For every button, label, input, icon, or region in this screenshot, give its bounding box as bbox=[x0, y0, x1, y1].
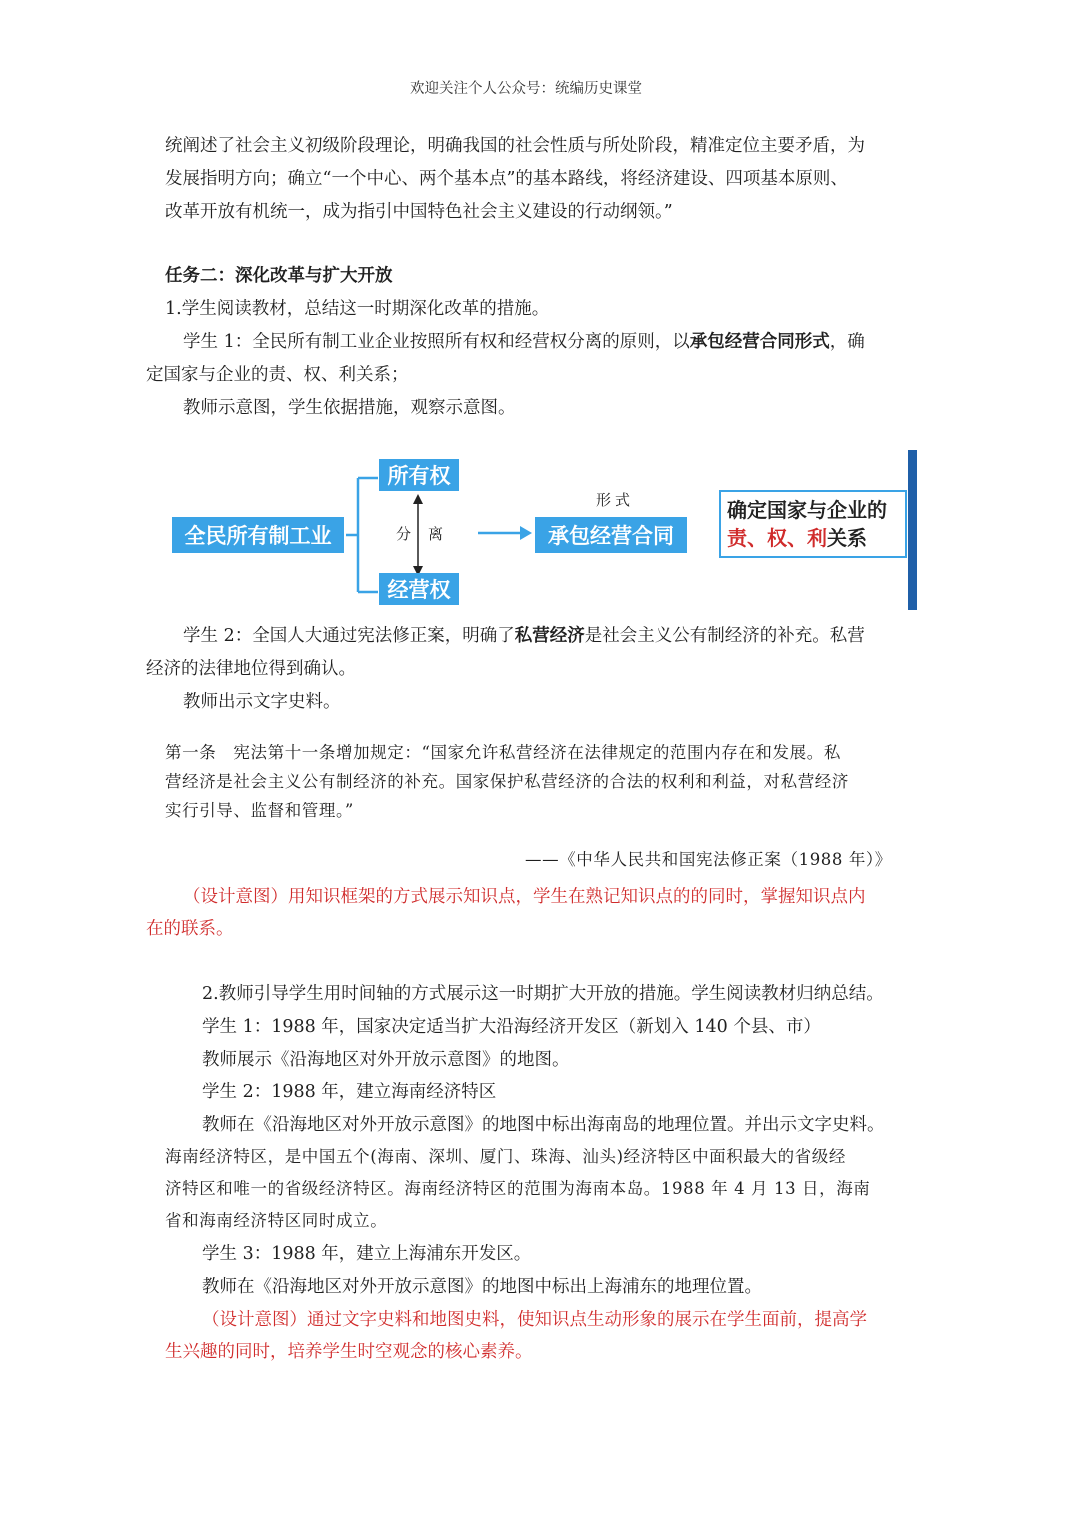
part2-line-4: 教师在《沿海地区对外开放示意图》的地图中标出海南岛的地理位置。并出示文字史料。 bbox=[202, 1115, 885, 1135]
student1-bold: 承包经营合同形式 bbox=[689, 332, 830, 352]
intro-line-3: 改革开放有机统一，成为指引中国特色社会主义建设的行动纲领。” bbox=[165, 202, 673, 222]
source-citation: ——《中华人民共和国宪法修正案（1988 年）》 bbox=[525, 850, 892, 869]
part2-line-6: 教师在《沿海地区对外开放示意图》的地图中标出上海浦东的地理位置。 bbox=[202, 1277, 762, 1297]
intro-line-1: 统阐述了社会主义初级阶段理论，明确我国的社会性质与所处阶段，精准定位主要矛盾，为 bbox=[165, 136, 865, 156]
part2-line-1: 学生 1：1988 年，国家决定适当扩大沿海经济开发区（新划入 140 个县、市） bbox=[202, 1017, 821, 1037]
diagram-result-line2: 责、权、利关系 bbox=[727, 526, 867, 550]
page-header: 欢迎关注个人公众号：统编历史课堂 bbox=[410, 81, 642, 97]
design-intent-1-line-2: 在的联系。 bbox=[146, 919, 234, 939]
hainan-line-1: 海南经济特区，是中国五个(海南、深圳、厦门、珠海、汕头)经济特区中面积最大的省级经 bbox=[165, 1147, 846, 1166]
hainan-line-3: 省和海南经济特区同时成立。 bbox=[165, 1211, 388, 1230]
part2-intro: 2.教师引导学生用时间轴的方式展示这一时期扩大开放的措施。学生阅读教材归纳总结。 bbox=[202, 984, 884, 1004]
teacher-show-text: 教师出示文字史料。 bbox=[183, 692, 341, 712]
diagram-separation-char1: 分 bbox=[396, 525, 412, 543]
student1-line-1: 学生 1：全民所有制工业企业按照所有权和经营权分离的原则，以承包经营合同形式，确 bbox=[183, 332, 865, 352]
student2-bold: 私营经济 bbox=[514, 626, 585, 646]
diagram-contract-box: 承包经营合同 bbox=[535, 517, 687, 553]
source-line-1: 第一条 宪法第十一条增加规定：“国家允许私营经济在法律规定的范围内存在和发展。私 bbox=[165, 743, 841, 762]
design-intent-1-line-1: （设计意图）用知识框架的方式展示知识点，学生在熟记知识点的的同时，掌握知识点内 bbox=[183, 887, 866, 907]
student2-line-1: 学生 2：全国人大通过宪法修正案，明确了私营经济是社会主义公有制经济的补充。私营 bbox=[183, 626, 865, 646]
teacher-show-diagram: 教师示意图，学生依据措施，观察示意图。 bbox=[183, 398, 516, 418]
source-line-2: 营经济是社会主义公有制经济的补充。国家保护私营经济的合法的权利和利益，对私营经济 bbox=[165, 772, 849, 791]
part2-line-2: 教师展示《沿海地区对外开放示意图》的地图。 bbox=[202, 1050, 570, 1070]
diagram-separation-char2: 离 bbox=[428, 525, 444, 543]
diagram-result-box bbox=[719, 490, 907, 558]
diagram-result-line1: 确定国家与企业的 bbox=[727, 498, 887, 522]
diagram-side-bar bbox=[908, 450, 917, 610]
diagram-form-label: 形式 bbox=[596, 491, 635, 509]
design-intent-2-line-1: （设计意图）通过文字史料和地图史料，使知识点生动形象的展示在学生面前，提高学 bbox=[202, 1310, 867, 1330]
intro-line-2: 发展指明方向；确立“一个中心、两个基本点”的基本路线，将经济建设、四项基本原则、 bbox=[165, 169, 848, 189]
part2-line-5: 学生 3：1988 年，建立上海浦东开发区。 bbox=[202, 1244, 532, 1264]
student1-line-2: 定国家与企业的责、权、利关系； bbox=[146, 365, 409, 385]
hainan-line-2: 济特区和唯一的省级经济特区。海南经济特区的范围为海南本岛。1988 年 4 月 13 日，海南 bbox=[165, 1179, 871, 1198]
diagram-left-box: 全民所有制工业 bbox=[172, 517, 344, 553]
part2-line-3: 学生 2：1988 年，建立海南经济特区 bbox=[202, 1082, 497, 1102]
task2-title: 任务二：深化改革与扩大开放 bbox=[165, 266, 393, 286]
source-line-3: 实行引导、监督和管理。” bbox=[165, 801, 354, 820]
diagram-ownership-box: 所有权 bbox=[379, 459, 459, 491]
student2-line-2: 经济的法律地位得到确认。 bbox=[146, 659, 356, 679]
task2-item1: 1.学生阅读教材，总结这一时期深化改革的措施。 bbox=[165, 299, 550, 319]
design-intent-2-line-2: 生兴趣的同时，培养学生时空观念的核心素养。 bbox=[165, 1342, 533, 1362]
diagram-management-box: 经营权 bbox=[379, 573, 459, 605]
